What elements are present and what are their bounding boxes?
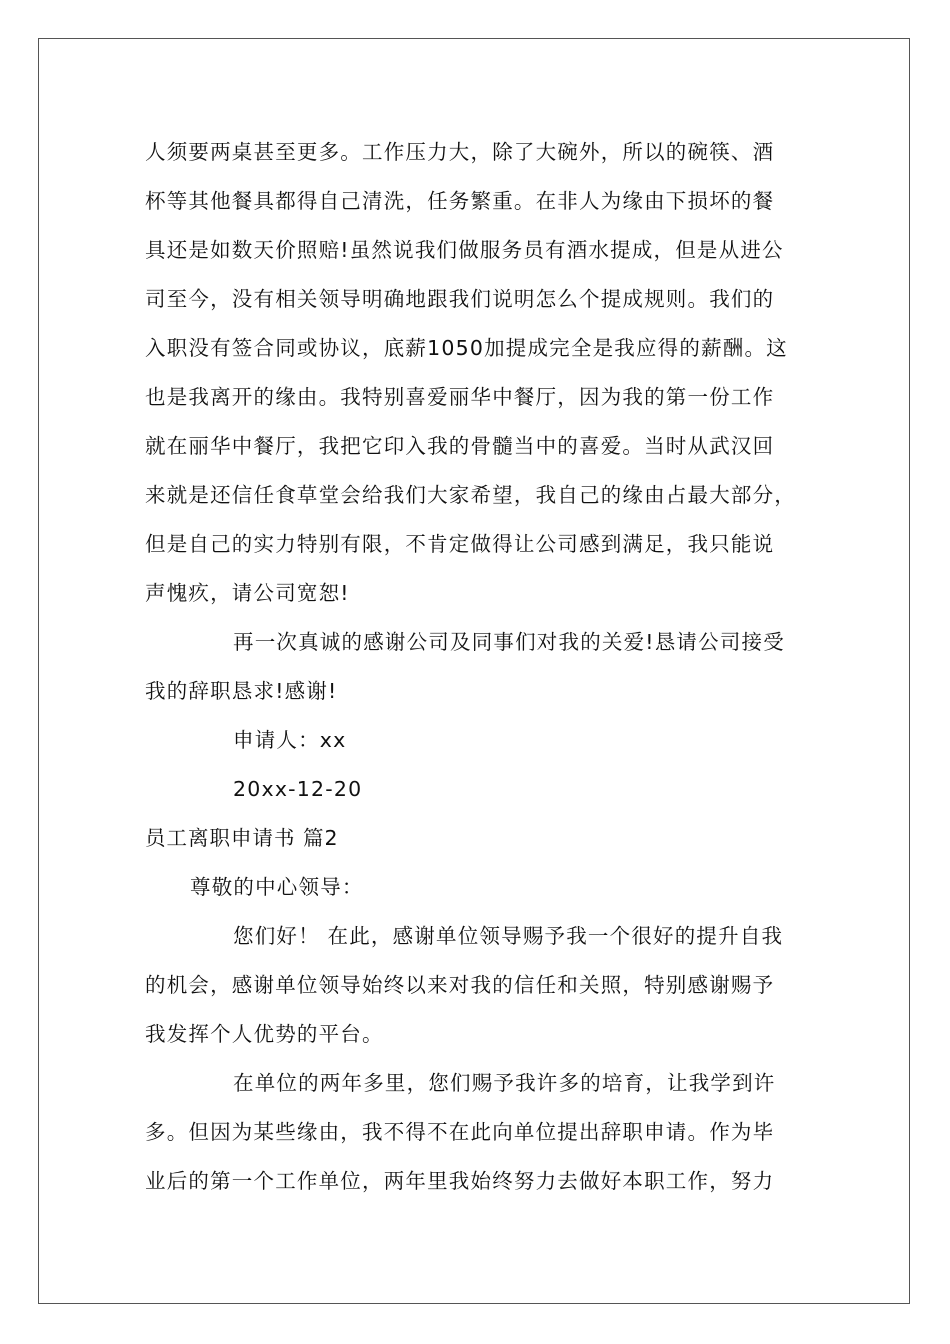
text-line: 业后的第一个工作单位，两年里我始终努力去做好本职工作，努力 bbox=[145, 1169, 775, 1193]
applicant-line: 申请人：xx bbox=[233, 728, 347, 752]
text-line: 多。但因为某些缘由，我不得不在此向单位提出辞职申请。作为毕 bbox=[145, 1120, 775, 1144]
text-line: 声愧疚，请公司宽恕! bbox=[145, 581, 350, 605]
document-body bbox=[145, 128, 825, 1206]
section-heading: 员工离职申请书 篇2 bbox=[145, 826, 339, 850]
text-line: 在单位的两年多里，您们赐予我许多的培育，让我学到许 bbox=[233, 1071, 776, 1095]
paragraph-4 bbox=[145, 1059, 825, 1206]
text-line: 就在丽华中餐厅，我把它印入我的骨髓当中的喜爱。当时从武汉回 bbox=[145, 434, 775, 458]
paragraph-2 bbox=[145, 618, 825, 716]
text-line: 也是我离开的缘由。我特别喜爱丽华中餐厅，因为我的第一份工作 bbox=[145, 385, 775, 409]
salutation: 尊敬的中心领导： bbox=[190, 875, 364, 899]
text-line: 入职没有签合同或协议，底薪1050加提成完全是我应得的薪酬。这 bbox=[145, 336, 788, 360]
text-line: 再一次真诚的感谢公司及同事们对我的关爱!恳请公司接受 bbox=[233, 630, 785, 654]
text-line: 我的辞职恳求!感谢! bbox=[145, 679, 338, 703]
text-line: 具还是如数天价照赔!虽然说我们做服务员有酒水提成，但是从进公 bbox=[145, 238, 784, 262]
text-line: 司至今，没有相关领导明确地跟我们说明怎么个提成规则。我们的 bbox=[145, 287, 775, 311]
date-line: 20xx-12-20 bbox=[233, 777, 363, 801]
text-line: 我发挥个人优势的平台。 bbox=[145, 1022, 384, 1046]
text-line: 的机会，感谢单位领导始终以来对我的信任和关照，特别感谢赐予 bbox=[145, 973, 775, 997]
text-line: 但是自己的实力特别有限，不肯定做得让公司感到满足，我只能说 bbox=[145, 532, 775, 556]
text-line: 您们好！ 在此，感谢单位领导赐予我一个很好的提升自我 bbox=[233, 924, 784, 948]
text-line: 来就是还信任食草堂会给我们大家希望，我自己的缘由占最大部分， bbox=[145, 483, 796, 507]
paragraph-3 bbox=[145, 912, 825, 1059]
text-line: 人须要两桌甚至更多。工作压力大，除了大碗外，所以的碗筷、酒 bbox=[145, 140, 775, 164]
text-line: 杯等其他餐具都得自己清洗，任务繁重。在非人为缘由下损坏的餐 bbox=[145, 189, 775, 213]
paragraph-1 bbox=[145, 128, 825, 618]
